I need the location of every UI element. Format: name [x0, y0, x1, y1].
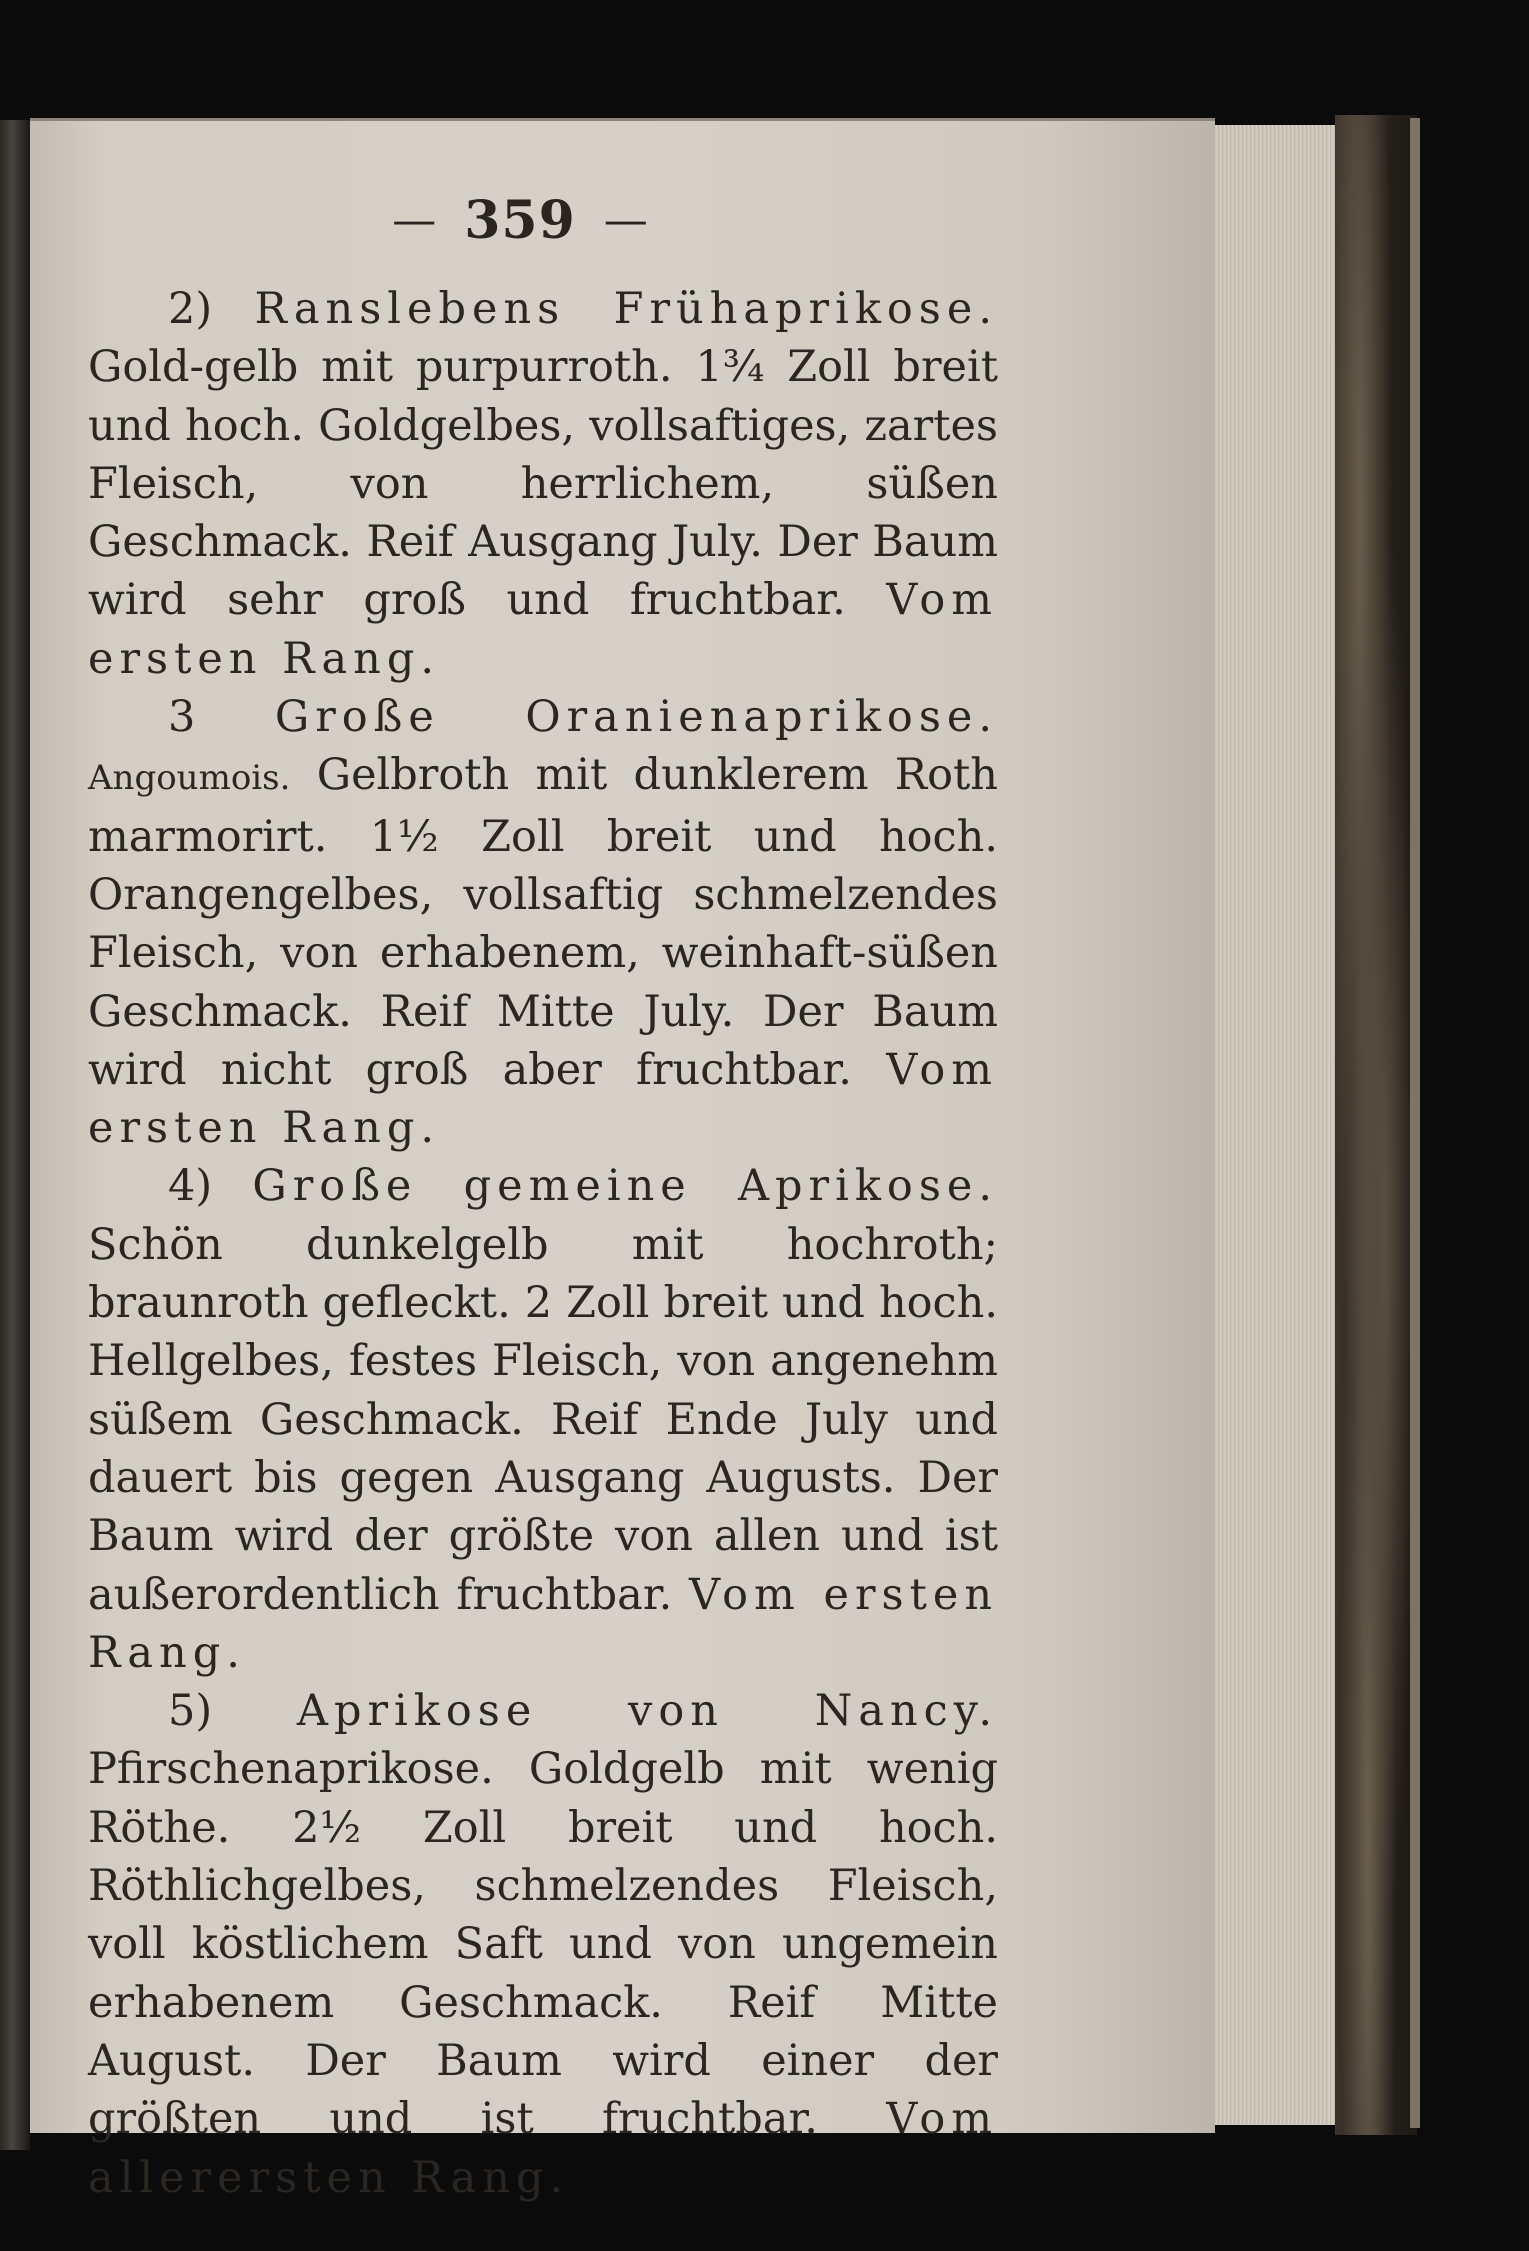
entry-rank: Vom ersten Rang. — [88, 575, 998, 684]
entry-rank: Vom ersten Rang. — [88, 1569, 999, 1678]
entry-number: 3 — [168, 692, 196, 743]
entry-4 — [88, 1157, 998, 1682]
marbled-cover — [1335, 115, 1417, 2135]
cover-edge — [1410, 118, 1420, 2128]
page-block-edges — [1215, 125, 1335, 2125]
entry-description: Gelbroth mit dunklerem Roth marmorirt. 1½ Zoll breit und hoch. Orangengelbes, vollsaftig schmelzendes Fleisch, von erhabenem, weinhaft-süßen Geschmack. Reif Mitte July. Der Baum wird nicht groß aber fruchtbar. — [88, 750, 998, 1095]
entry-description: Gold-gelb mit purpurroth. 1¾ Zoll breit und hoch. Goldgelbes, vollsaftiges, zartes Fleisch, von herrlichem, süßen Geschmack. Reif Ausgang July. Der Baum wird sehr groß und fruchtbar. — [88, 342, 998, 626]
variety-name: Ranslebens Frühaprikose. — [254, 284, 998, 334]
entry-5 — [88, 1682, 998, 2207]
entry-number: 5) — [168, 1686, 213, 1737]
variety-name: Aprikose von Nancy. — [296, 1686, 998, 1737]
entry-rank: Vom ersten Rang. — [88, 1044, 998, 1154]
variety-name: Große gemeine Aprikose. — [252, 1161, 998, 1212]
page-body — [88, 280, 998, 2207]
header-dash-right: — — [603, 195, 648, 246]
entry-2 — [88, 280, 998, 688]
page-number: 359 — [464, 190, 576, 251]
entry-number: 2) — [168, 284, 213, 334]
left-page-edge — [0, 120, 30, 2150]
entry-number: 4) — [168, 1161, 213, 1212]
page-header — [360, 190, 680, 251]
entry-description: Schön dunkelgelb mit hochroth; braunroth gefleckt. 2 Zoll breit und hoch. Hellgelbes, festes Fleisch, von angenehm süßem Geschmack. Reif Ende July und dauert bis gegen Ausgang Augusts. Der Baum wird der größte von allen und ist außerordentlich fruchtbar. — [88, 1219, 998, 1620]
entry-3 — [88, 688, 998, 1157]
variety-name: Große Oranienaprikose. — [274, 692, 999, 743]
entry-description: Pfirschenaprikose. Goldgelb mit wenig Röthe. 2½ Zoll breit und hoch. Röthlichgelbes, schmelzendes Fleisch, voll köstlichem Saft und von ungemein erhabenem Geschmack. Reif Mitte August. Der Baum wird einer der größten und ist fruchtbar. — [88, 1744, 998, 2145]
entry-rank: Vom allerersten Rang. — [88, 2094, 999, 2203]
header-dash-left: — — [392, 195, 437, 246]
variety-synonym: Angoumois. — [88, 758, 291, 799]
